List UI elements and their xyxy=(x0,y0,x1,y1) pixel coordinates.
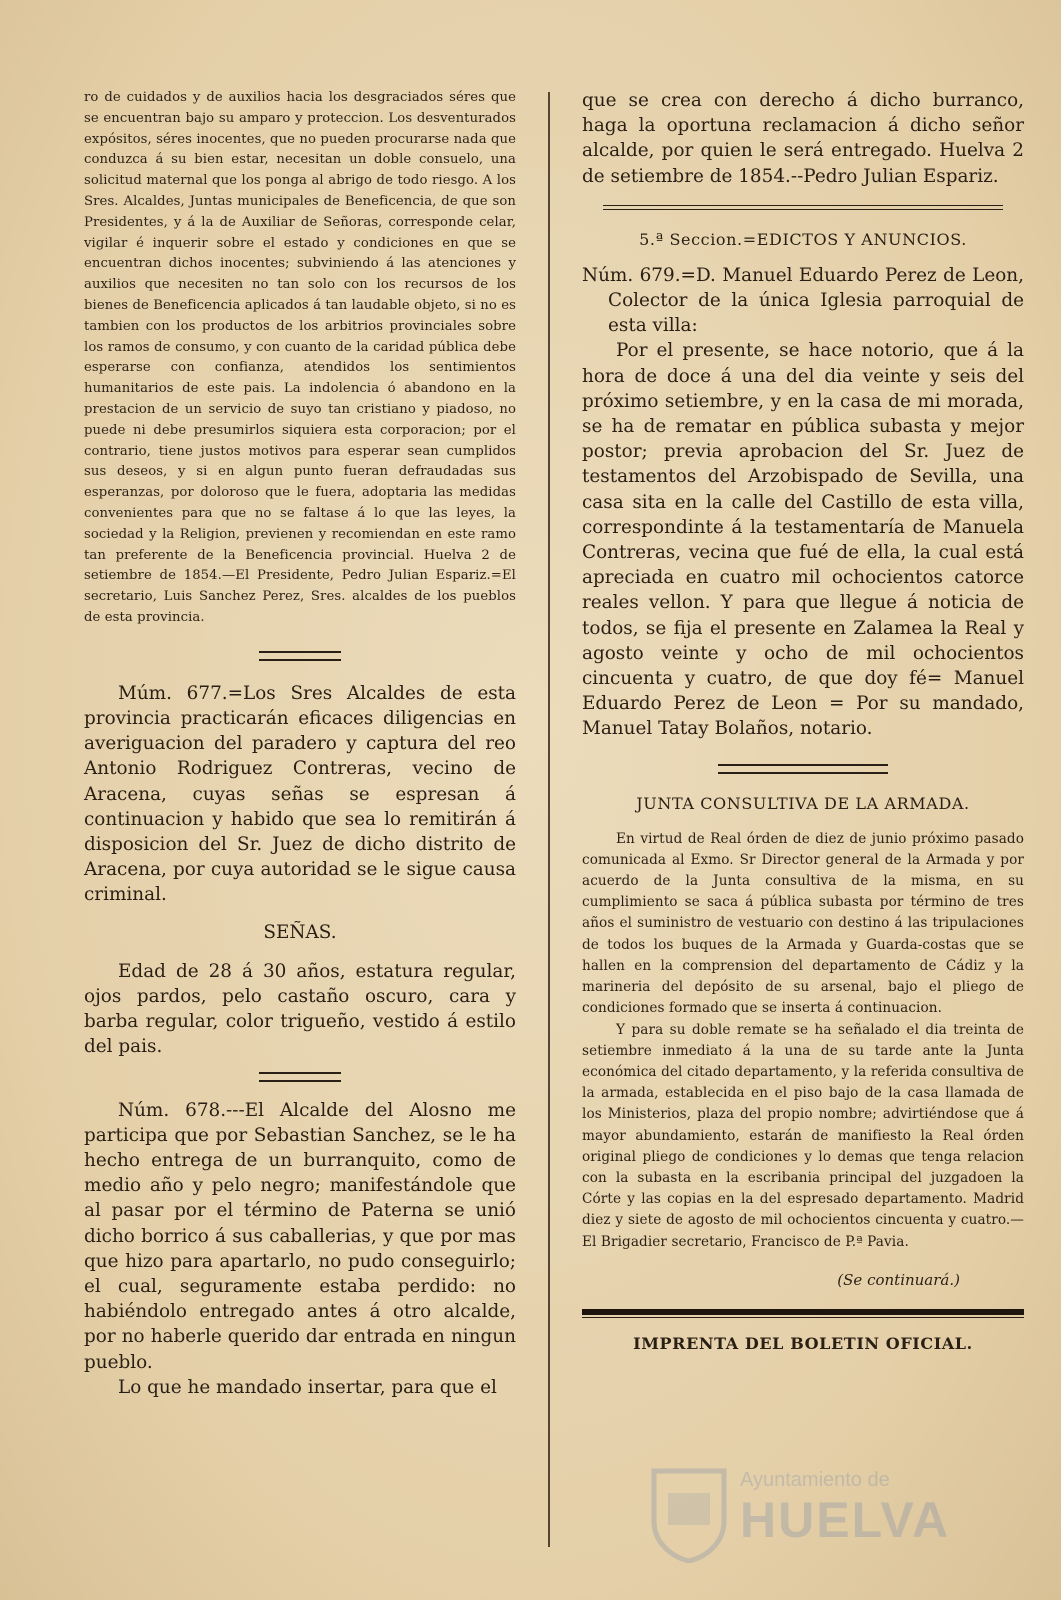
watermark-line1: Ayuntamiento de xyxy=(740,1469,890,1491)
archive-watermark xyxy=(640,1455,980,1575)
left-column xyxy=(84,88,516,1400)
junta-paragraph-2: Y para su doble remate se ha señalado el dia treinta de setiembre inmediato á la una de su tarde ante la Junta económica del citado departamento, y la referida consultiva de la armada, establecida en el piso bajo de la casa llamada de los Ministerios, plaza del propio nombre; advirtiéndose que á mayor abundamiento, estarán de manifiesto la Real órden original pliego de condiciones y lo demas que tenga relacion con la subasta en la escribania principal del juzgadoen la Córte y las copias en la del espresado departamento. Madrid diez y siete de agosto de mil ochocientos cincuenta y cuatro.—El Brigadier secretario, Francisco de P.ª Pavia. xyxy=(582,1021,1024,1250)
ornament-divider xyxy=(259,1072,341,1082)
printer-imprint: IMPRENTA DEL BOLETIN OFICIAL. xyxy=(633,1333,973,1353)
junta-heading: JUNTA CONSULTIVA DE LA ARMADA. xyxy=(636,793,970,813)
notice-678: Núm. 678.---El Alcalde del Alosno me participa que por Sebastian Sanchez, se le ha hecho entrega de un burranquito, como de medio año y pelo negro; manifestándole que al pasar por el término de Paterna se unió dicho borrico á sus caballerias, y que por mas que hizo para apartarlo, no pudo conseguirlo; el cual, seguramente estaba perdido: no habiéndolo entregado antes á otro alcalde, por no haberle querido dar entrada en ningun pueblo. xyxy=(84,1099,516,1373)
section-heading: 5.ª Seccion.=EDICTOS Y ANUNCIOS. xyxy=(639,229,967,249)
senas-heading: SEÑAS. xyxy=(263,921,337,943)
notice-678-end: que se crea con derecho á dicho burranco, haga la oportuna reclamacion á dicho señor alcalde, por quien le será entregado. Huelva 2 de setiembre de 1854.--Pedro Julian Espariz. xyxy=(582,90,1024,187)
notice-677: Múm. 677.=Los Sres Alcaldes de esta provincia practicarán eficaces diligencias en averiguacion del paradero y captura del reo Antonio Rodriguez Contreras, vecino de Aracena, cuyas señas se espresan á continuacion y habido que sea lo remitirán á disposicion del Sr. Juez de dicho distrito de Aracena, por cuya autoridad se le sigue causa criminal. xyxy=(84,682,516,906)
continuation-note: (Se continuará.) xyxy=(837,1270,960,1289)
junta-paragraph-1: En virtud de Real órden de diez de junio próximo pasado comunicada al Exmo. Sr Director general de la Armada y por acuerdo de la Junta consultiva de la misma, en su cumplimiento se saca á pública subasta por término de tres años el suministro de vestuario con destino á las tripulaciones de todos los buques de la Armada y Guarda-costas que se hallen en la comprension del departamento de Cádiz y la marineria del depósito de su arsenal, bajo el pliego de condiciones formado que se inserta á continuacion. xyxy=(582,830,1024,1017)
ornament-divider xyxy=(259,651,341,661)
notice-679-header: Núm. 679.=D. Manuel Eduardo Perez de Leon, Colector de la única Iglesia parroquial de esta villa: xyxy=(582,264,1024,337)
right-column xyxy=(582,88,1024,1353)
senas-description: Edad de 28 á 30 años, estatura regular, ojos pardos, pelo castaño oscuro, cara y barba regular, color trigueño, vestido á estilo del pais. xyxy=(84,960,516,1058)
ornament-divider xyxy=(718,764,888,774)
beneficencia-paragraph: ro de cuidados y de auxilios hacia los desgraciados séres que se encuentran bajo su amparo y proteccion. Los desventurados expósitos, séres inocentes, que no pueden procurarse nada que conduzca á su bien estar, necesitan un doble consuelo, una solicitud maternal que los ponga al abrigo de todo riesgo. A los Sres. Alcaldes, Juntas municipales de Beneficencia, de que son Presidentes, y á la de Auxiliar de Señoras, corresponde celar, vigilar é inquerir sobre el estado y condiciones en que se encuentran dichos inocentes; subviniendo á las atenciones y auxilios que necesiten no tan solo con los recursos de los bienes de Beneficencia aplicados á tan laudable objeto, si no es tambien con los productos de los arbitrios provinciales sobre los ramos de consumo, y con cuanto de la caridad pública debe esperarse con confianza, atendidos los sentimientos humanitarios de este pais. La indolencia ó abandono en la prestacion de un servicio de suyo tan cristiano y piadoso, no puede ni debe presumirlos siquiera esta corporacion; por el contrario, tiene justos motivos para esperar sean cumplidos sus deseos, y si en algun punto fueran defraudadas sus esperanzas, por doloroso que le fuera, adoptaria las medidas convenientes para que no se faltase á lo que las leyes, la sociedad y la Religion, previenen y recomiendan en este ramo tan preferente de la Beneficencia provincial. Huelva 2 de setiembre de 1854.—El Presidente, Pedro Julian Espariz.=El secretario, Luis Sanchez Perez, Sres. alcaldes de los pueblos de esta provincia. xyxy=(84,90,516,625)
shield-icon xyxy=(648,1463,730,1563)
column-divider xyxy=(548,92,550,1547)
watermark-line2: HUELVA xyxy=(740,1492,951,1548)
notice-678-continuation: Lo que he mandado insertar, para que el xyxy=(118,1376,497,1398)
notice-679-body: Por el presente, se hace notorio, que á la hora de doce á una del dia veinte y seis del próximo setiembre, y en la casa de mi morada, se ha de rematar en pública subasta y mejor postor; previa aprobacion del Sr. Juez de testamentos del Arzobispado de Sevilla, una casa sita en la calle del Castillo de esta villa, correspondinte á la testamentaría de Manuela Contreras, vecina que fué de ella, la cual está apreciada en cuatro mil ochocientos catorce reales vellon. Y para que llegue á noticia de todos, se fija el presente en Zalamea la Real y agosto veinte y ocho de mil ochocientos cincuenta y cuatro, de que doy fé= Manuel Eduardo Perez de Leon = Por su mandado, Manuel Tatay Bolaños, notario. xyxy=(582,340,1024,740)
